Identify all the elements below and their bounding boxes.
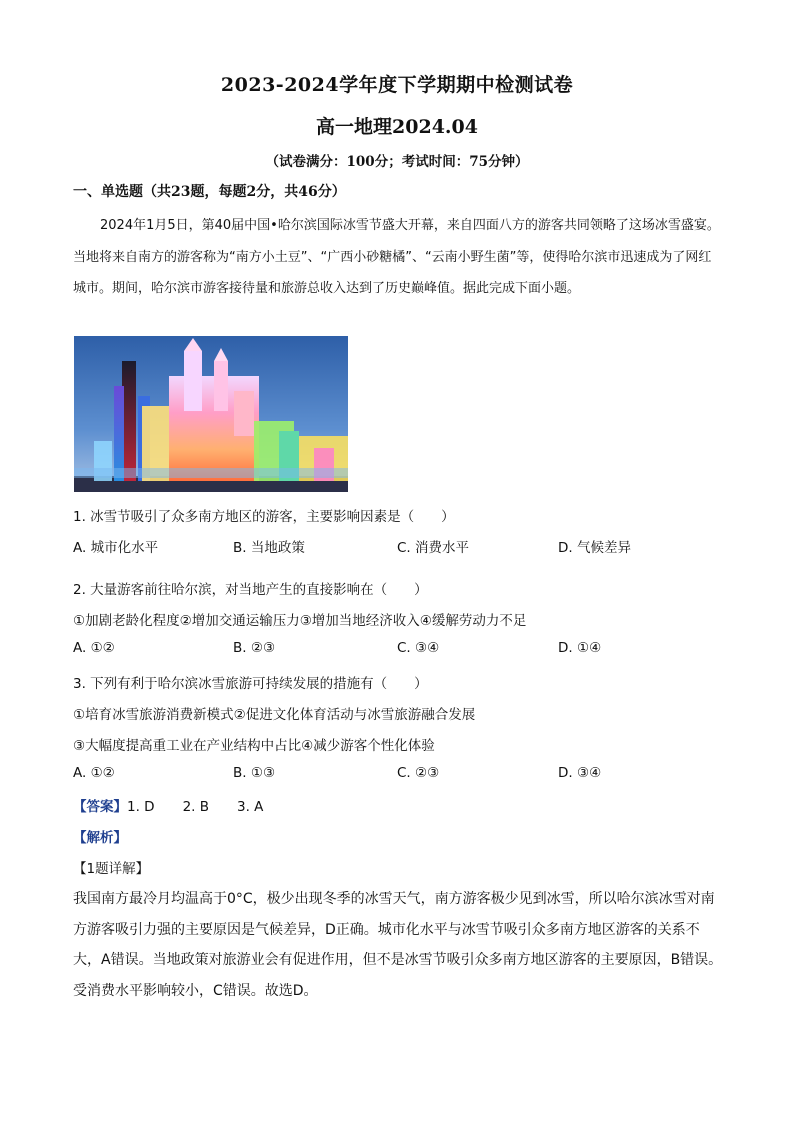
q3-option-a[interactable]: A. ①② (73, 765, 115, 781)
q2-option-b[interactable]: B. ②③ (233, 640, 276, 656)
analysis-sub-label: 【1题详解】 (73, 861, 150, 877)
section-heading: 一、单选题（共23题，每题2分，共46分） (73, 184, 346, 200)
q3-statements-1: ①培育冰雪旅游消费新模式②促进文化体育活动与冰雪旅游融合发展 (73, 707, 476, 723)
q2-statements: ①加剧老龄化程度②增加交通运输压力③增加当地经济收入④缓解劳动力不足 (73, 613, 527, 629)
q3-statements-2: ③大幅度提高重工业在产业结构中占比④减少游客个性化体验 (73, 738, 435, 754)
exam-info: （试卷满分：100分；考试时间：75分钟） (265, 154, 529, 170)
answer-label: 【答案】 (73, 799, 127, 815)
answer-item-2: 2. B (182, 799, 210, 815)
ice-castle-image (74, 336, 348, 492)
q3-option-c[interactable]: C. ②③ (397, 765, 440, 781)
intro-paragraph: 2024年1月5日，第40届中国•哈尔滨国际冰雪节盛大开幕，来自四面八方的游客共同领略了这场冰雪盛宴。当地将来自南方的游客称为“南方小土豆”、“广西小砂糖橘”、“云南小野生菌”等，使得哈尔滨市迅速成为了网红城市。期间，哈尔滨市游客接待量和旅游总收入达到了历史巅峰值。据此完成下面小题。 (73, 218, 720, 296)
question-2-stem: 2. 大量游客前往哈尔滨，对当地产生的直接影响在（ ） (73, 582, 428, 598)
q2-option-d[interactable]: D. ①④ (558, 640, 602, 656)
q1-option-a[interactable]: A. 城市化水平 (73, 540, 159, 556)
answer-item-1: 1. D (127, 799, 155, 815)
q2-option-a[interactable]: A. ①② (73, 640, 115, 656)
q2-option-c[interactable]: C. ③④ (397, 640, 440, 656)
answer-item-3: 3. A (237, 799, 264, 815)
q1-option-d[interactable]: D. 气候差异 (558, 540, 631, 556)
q3-option-b[interactable]: B. ①③ (233, 765, 276, 781)
ice-festival-photo (74, 336, 348, 492)
question-3-stem: 3. 下列有利于哈尔滨冰雪旅游可持续发展的措施有（ ） (73, 676, 428, 692)
q1-option-c[interactable]: C. 消费水平 (397, 540, 470, 556)
exam-title: 2023-2024学年度下学期期中检测试卷 (220, 74, 574, 96)
exam-subtitle: 高一地理2024.04 (316, 116, 478, 138)
q3-option-d[interactable]: D. ③④ (558, 765, 602, 781)
answer-row (73, 795, 263, 815)
analysis-text: 我国南方最冷月均温高于0°C，极少出现冬季的冰雪天气，南方游客极少见到冰雪，所以哈尔滨冰雪对南方游客吸引力强的主要原因是气候差异，D正确。城市化水平与冰雪节吸引众多南方地区游客的关系不大，A错误。当地政策对旅游业会有促进作用，但不是冰雪节吸引众多南方地区游客的主要原因，B错误。受消费水平影响较小，C错误。故选D。 (73, 891, 723, 999)
q1-option-b[interactable]: B. 当地政策 (233, 540, 305, 556)
analysis-label: 【解析】 (73, 830, 127, 846)
question-1-stem: 1. 冰雪节吸引了众多南方地区的游客，主要影响因素是（ ） (73, 509, 455, 525)
